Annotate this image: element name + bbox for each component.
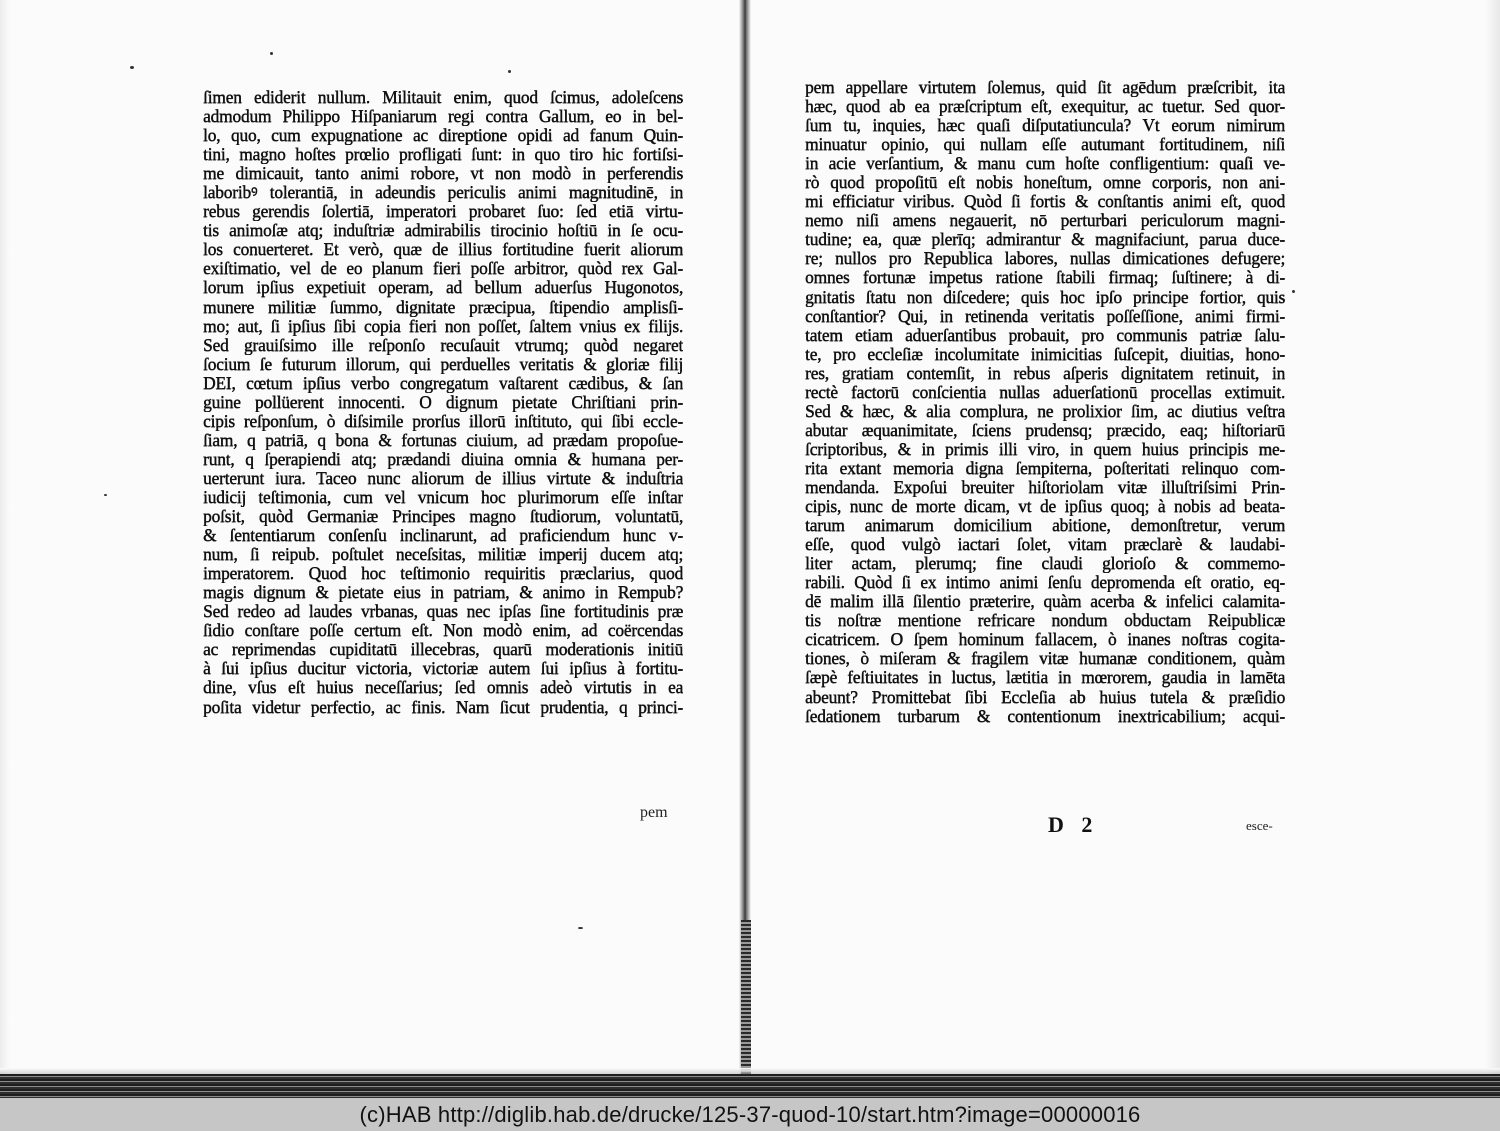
text-line: cipis reſponſum, ò diſsimile prorſus illorū inſtituto, qui ſibi eccle- [203,411,683,431]
text-line: exiſtimatio, vel de eo planum fieri poſſe arbitror, quòd rex Gal- [203,259,683,279]
text-line: tis animoſæ atq; induſtriæ admirabilis tirocinio hoſtiū in ſe ocu- [203,221,683,241]
text-line: abutar æquanimitate, ſciens prudensq; præcido, eaq; hiſtoriarū [805,420,1285,440]
text-line: ſum tu, inquies, hæc quaſi diſputatiuncula? Vt eorum nimirum [805,116,1285,136]
text-line: & ſententiarum conſenſu inclinarunt, ad praficiendum hunc v- [203,526,683,546]
text-line: poſita videtur perfectio, ac finis. Nam ſicut prudentia, q princi- [203,697,683,717]
text-line: iudicij teſtimonia, cum vel vnicum hoc plurimorum eſſe inſtar [203,487,683,507]
text-line: rectè factorū conſcientia nullas aduerſationū procellas extimuit. [805,382,1285,402]
text-line: eſſe, quod vulgò iactari ſolet, vitam præclarè & laudabi- [805,535,1285,555]
text-line: mo; aut, ſi ipſius ſibi copia fieri non poſſet, ſaltem vnius ex filijs. [203,316,683,336]
text-line: los conuerteret. Et verò, quæ de illius fortitudine fuerit aliorum [203,240,683,260]
text-line: cicatricem. O ſpem hominum fallacem, ò inanes noſtras cogita- [805,630,1285,650]
text-line: nemo niſi amens negauerit, nō perturbari periculorum magni- [805,211,1285,231]
scan-speck [1292,290,1295,293]
left-page-text [203,88,683,717]
text-line: Sed grauiſsimo ille reſponſo recuſauit vtrumq; quòd negaret [203,335,683,355]
text-line: res, gratiam contemſit, in rebus aſperis dignitatem retinuit, in [805,363,1285,383]
scan-speck [270,52,273,55]
book-spine-gutter [739,0,751,1080]
book-bottom-edge [0,1074,1500,1098]
text-line: tini, magno hoſtes prœlio profligati ſunt: in quo tiro hic fortiſsi- [203,145,683,165]
text-line: pem appellare virtutem ſolemus, quid ſit agēdum præſcribit, ita [805,78,1285,97]
right-page-catchword: esce- [1246,818,1273,833]
text-line: admodum Philippo Hiſpaniarum regi contra Gallum, eo in bel- [203,107,683,127]
scan-speck [130,66,134,69]
right-page-text [805,78,1285,726]
text-line: munere militiæ ſummo, dignitate præcipua, ſtipendio amplisſi- [203,297,683,317]
scan-speck [104,494,107,496]
text-line: uerterunt iura. Taceo nunc aliorum de illius virtute & induſtria [203,468,683,488]
text-line: te, pro eccleſiæ incolumitate inimicitias ſuſcepit, diuitias, hono- [805,344,1285,364]
text-line: poſsit, quòd Germaniæ Principes magno ſtudiorum, voluntatū, [203,507,683,527]
copyright-url-text: (c)HAB http://diglib.hab.de/drucke/125-37-quod-10/start.htm?image=00000016 [359,1101,1141,1127]
text-line: ſiam, q patriā, q bona & fortunas ciuium, ad prædam propoſue- [203,430,683,450]
text-line: mi efficiatur viribus. Quòd ſi fortis & conſtantis animi eſt, quod [805,192,1285,212]
text-line: tudine; ea, quæ plerīq; admirantur & magnifaciunt, parua duce- [805,230,1285,250]
text-line: ſedationem turbarum & contentionum inextricabilium; acqui- [805,706,1285,726]
text-line: tarum animarum domicilium abitione, demonſtretur, verum [805,516,1285,536]
text-line: ſimen ediderit nullum. Militauit enim, quod ſcimus, adoleſcens [203,88,683,107]
text-line: gnitatis ſtatu non diſcedere; quis hoc ipſo principe fortior, quis [805,287,1285,307]
text-line: ſidio conſtare poſſe certum eſt. Non modò enim, ad coërcendas [203,621,683,641]
left-page-catchword: pem [640,804,668,821]
text-line: conſtantior? Qui, in retinenda veritatis poſſeſſione, animi firmi- [805,306,1285,326]
scan-speck [508,70,511,73]
text-line: num, ſi reipub. poſtulet neceſsitas, militiæ imperij ducem atq; [203,545,683,565]
text-line: tis noſtræ mentione refricare nondum obductam Reipublicæ [805,611,1285,631]
text-line: tiones, ò miſeram & fragilem vitæ humanæ conditionem, quàm [805,649,1285,669]
text-line: dine, vſus eſt huius neceſſarius; ſed omnis adeò virtutis in ea [203,678,683,698]
text-line: me dimicauit, tanto animi robore, vt non modò in perferendis [203,164,683,184]
text-line: abeunt? Promittebat ſibi Eccleſia ab huius tutela & præſidio [805,687,1285,707]
text-line: magis dignum & pietate eius in patriam, & animo in Rempub? [203,583,683,603]
text-line: runt, q ſperapiendi atq; prædandi diuina omnia & humana per- [203,449,683,469]
text-line: guine pollüerent innocenti. O dignum pietate Chriſtiani prin- [203,392,683,412]
text-line: re; nullos pro Republica labores, nullas dimicationes defugere; [805,249,1285,269]
text-line: tatem etiam aduerſantibus probauit, pro communis patriæ ſalu- [805,325,1285,345]
text-line: DEI, cœtum ipſius verbo congregatum vaſtarent cædibus, & ſan [203,373,683,393]
text-line: à ſui ipſius ducitur victoria, victoriæ autem ſui ipſius à fortitu- [203,659,683,679]
text-line: rabili. Quòd ſi ex intimo animi ſenſu depromenda eſt oratio, eq- [805,573,1285,593]
text-line: minuatur opinio, qui nullam eſſe autumant fortitudinem, niſi [805,135,1285,155]
text-line: laboribꝰ tolerantiā, in adeundis periculis animi magnitudinē, in [203,183,683,203]
left-page-edge [0,0,10,1080]
text-line: rò quod propoſitū eſt nobis honeſtum, omne corporis, non ani- [805,173,1285,193]
text-line: rita extant memoria digna ſempiterna, poſteritati relinquo com- [805,458,1285,478]
copyright-footer [0,1098,1500,1131]
text-line: ſcriptoribus, & in primis illi viro, in quem huius principis me- [805,439,1285,459]
text-line: omnes fortunæ impetus ratione ſtabili firmaq; ſuſtinere; à di- [805,268,1285,288]
text-line: in acie verſantium, & manu cum hoſte confligentium: quaſi ve- [805,154,1285,174]
text-line: imperatorem. Quod hoc teſtimonio requiritis præclarius, quod [203,564,683,584]
text-line: Sed redeo ad laudes vrbanas, quas nec ipſas ſine fortitudinis præ [203,602,683,622]
text-line: ſæpè feſtiuitates in luctus, lætitia in mœrorem, gaudia in lamēta [805,668,1285,688]
text-line: mendanda. Expoſui breuiter hiſtoriolam vitæ illuſtriſsimi Prin- [805,477,1285,497]
text-line: liter actam, plerumq; fine claudi glorioſo & commemo- [805,554,1285,574]
text-line: hæc, quod ab ea præſcriptum eſt, exequitur, ac tuetur. Sed quor- [805,97,1285,117]
text-line: ac reprimendas cupiditatū illecebras, quarū moderationis initiū [203,640,683,660]
text-line: Sed & hæc, & alia complura, ne prolixior ſim, ac diutius veſtra [805,401,1285,421]
text-line: lorum ipſius expetiuit operam, ad bellum aduerſus Hugonotos, [203,278,683,298]
text-line: cipis, nunc de morte dicam, vt de ipſius quoq; à nobis ad beata- [805,497,1285,517]
right-page-edge [1485,0,1500,1080]
text-line: lo, quo, cum expugnatione ac direptione opidi ad fanum Quin- [203,126,683,146]
right-page-signature-mark: D 2 [1048,812,1099,837]
text-line: rebus gerendis ſolertiā, imperatori probaret ſuo: ſed etiā virtu- [203,202,683,222]
text-line: dē malim illā ſilentio præterire, quàm acerba & infelici calamita- [805,592,1285,612]
gutter-shadow [741,920,751,1080]
text-line: ſocium ſe futurum illorum, qui perduelles veritatis & gloriæ filij [203,354,683,374]
scan-speck [578,927,583,929]
